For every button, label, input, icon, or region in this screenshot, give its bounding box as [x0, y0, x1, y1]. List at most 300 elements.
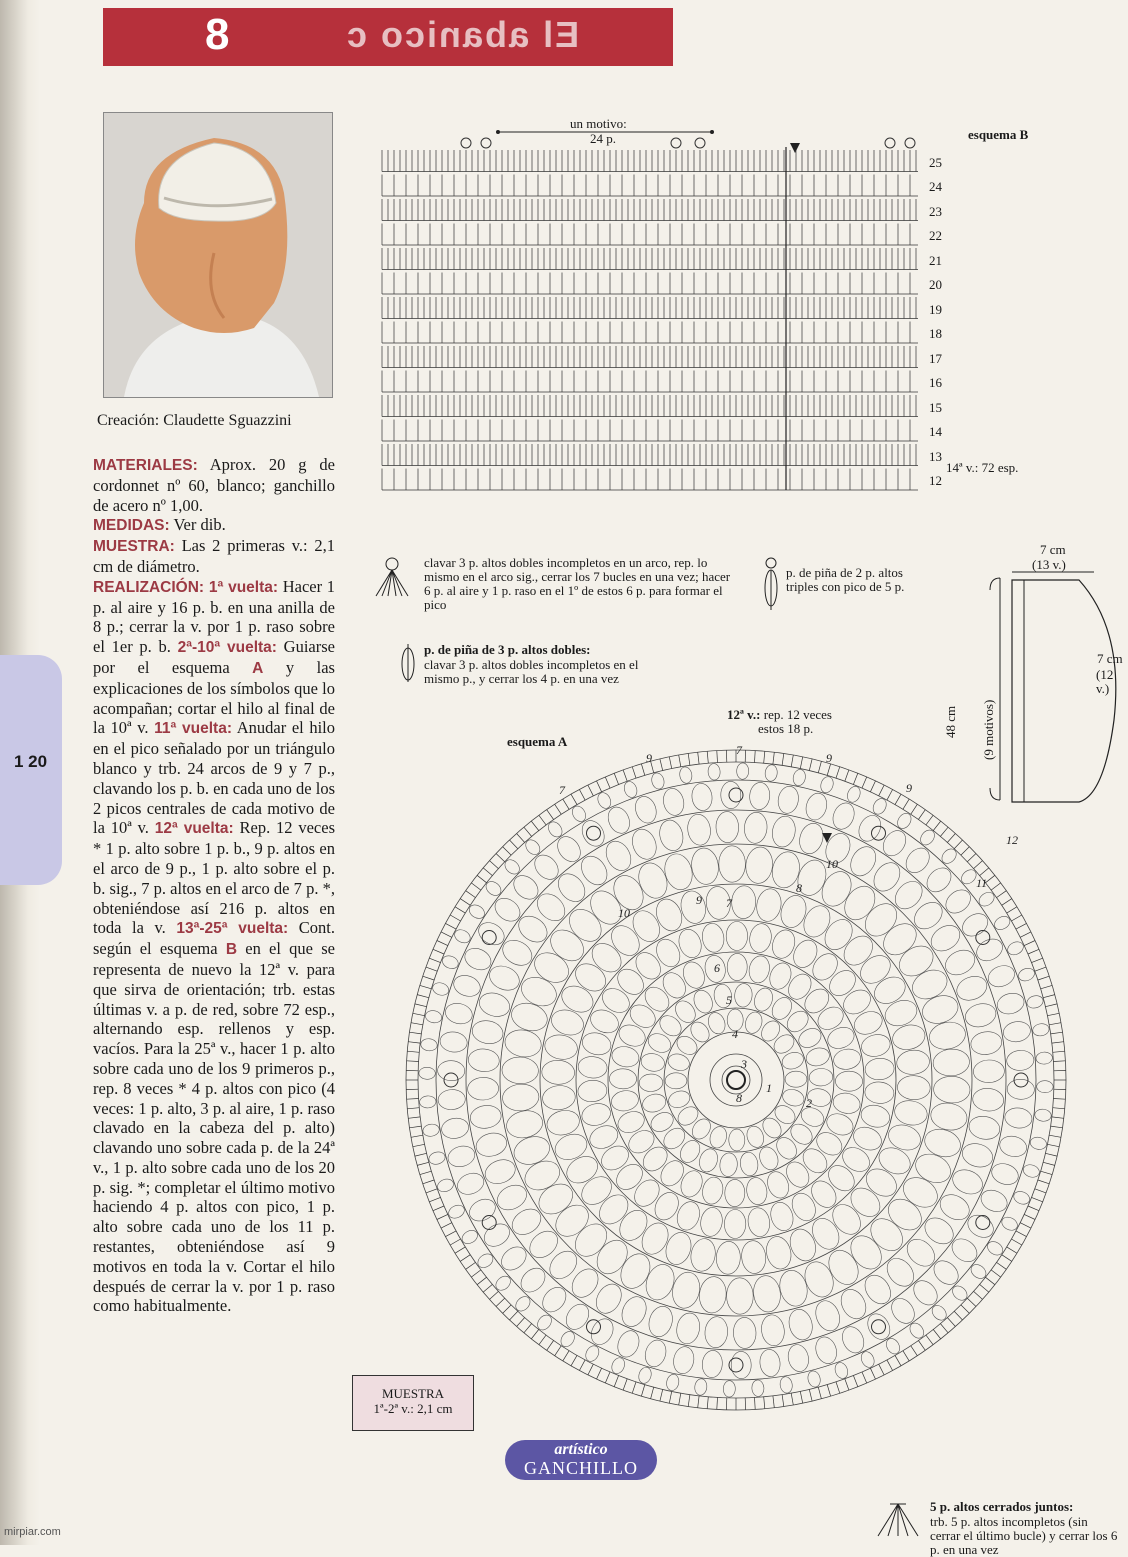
chain-arc	[779, 1376, 794, 1394]
chain-arc	[959, 1140, 995, 1171]
chain-arc	[469, 1103, 503, 1130]
chain-arc	[661, 851, 696, 893]
chain-arc	[764, 1169, 793, 1202]
chain-arc	[744, 846, 774, 885]
outer-stitch	[980, 1284, 989, 1292]
outer-stitch	[707, 751, 708, 763]
outer-stitch	[887, 1360, 893, 1371]
outer-stitch	[1032, 958, 1043, 962]
outer-stitch	[836, 1382, 840, 1393]
chain-arc	[491, 894, 525, 926]
chain-arc	[764, 764, 778, 782]
chain-arc	[950, 1283, 970, 1303]
chain-arc	[740, 1240, 767, 1275]
chain-arc	[941, 885, 975, 918]
outer-stitch	[688, 754, 690, 766]
outer-stitch	[555, 1346, 562, 1356]
outer-stitch	[926, 815, 933, 825]
chain-arc	[933, 1075, 971, 1103]
chain-arc	[972, 1087, 1005, 1112]
chain-arc	[898, 1172, 943, 1214]
chain-arc	[803, 791, 830, 823]
chain-arc	[744, 1176, 769, 1206]
outer-stitch	[997, 891, 1007, 898]
watermark: mirpiar.com	[4, 1526, 61, 1538]
outer-stitch	[818, 761, 821, 773]
outer-stitch	[895, 1355, 901, 1365]
chain-arc	[758, 1348, 781, 1377]
chart-round-label: 8	[796, 881, 802, 895]
outer-stitch	[764, 751, 765, 763]
chain-arc	[918, 827, 938, 847]
chain-arc	[985, 962, 1018, 991]
chain-arc	[541, 1084, 576, 1111]
chain-arc	[896, 1049, 931, 1076]
chain-arc	[625, 1126, 659, 1158]
chain-arc	[749, 782, 771, 811]
chain-arc	[656, 818, 686, 854]
outer-stitch	[1038, 1180, 1049, 1184]
chain-arc	[777, 892, 810, 931]
chain-arc	[475, 1251, 495, 1270]
instructions-text	[93, 455, 335, 1316]
chain-arc	[437, 1089, 465, 1111]
chain-arc	[628, 906, 665, 946]
outer-stitch	[918, 1341, 925, 1351]
outer-stitch	[651, 1387, 654, 1399]
chain-arc	[751, 1380, 764, 1397]
chain-arc	[698, 1206, 724, 1238]
outer-stitch	[496, 1298, 505, 1306]
motif-label: un motivo:	[570, 117, 627, 131]
row12-text: rep. 12 veces	[764, 707, 832, 722]
outer-stitch	[460, 1255, 470, 1262]
chain-arc	[614, 1205, 653, 1246]
outer-stitch	[707, 1397, 708, 1409]
chain-arc	[650, 1188, 683, 1224]
chain-arc	[958, 909, 992, 941]
chain-arc	[812, 1334, 840, 1366]
chain-arc	[594, 1189, 634, 1229]
chain-arc	[922, 863, 955, 896]
chain-arc	[969, 1030, 1003, 1057]
chain-arc	[548, 1006, 587, 1039]
chain-arc	[700, 922, 726, 954]
chain-arc	[763, 1234, 794, 1272]
round-ring	[436, 780, 1036, 1380]
outer-stitch	[967, 854, 976, 862]
chain-arc	[887, 1294, 919, 1328]
chain-arc	[688, 1237, 718, 1274]
outer-stitch	[415, 1004, 427, 1007]
rounds-13-25-text-2: en el que se representa de nuevo la 12ª v. para que sirva de orientación; trb. estas últimas v. a p. de red, sobre 72 esp., alternando esp. rellenos y esp. vacíos. Para la 25ª v., hacer 1 p. alto sobre cada uno de los 9 primeros p., rep. 8 veces * 4 p. altos con pico (4 veces: 1 p. alto, 3 p. al aire, 1 p. raso clavado en la cabeza del p. alto) clavando uno sobre cada p. de la 24ª v., 1 p. alto sobre cada uno de los 20 p. sig. *; completar el último motivo haciendo 4 p. altos con pico, 1 p. alto sobre cada uno de los 11 p. restantes, obteniéndose así 9 motivos en toda la v. Cortar el hilo después de cerrar la v. por 1 p. raso como habitualmente.	[93, 939, 335, 1315]
chain-arc	[963, 1000, 999, 1030]
outer-stitch	[632, 1382, 636, 1393]
chain-arc	[864, 1212, 908, 1257]
chain-arc	[443, 1001, 474, 1027]
chain-arc	[674, 1103, 701, 1129]
outer-stitch	[1016, 1231, 1027, 1237]
muestra-box-title: MUESTRA	[353, 1386, 473, 1401]
outer-stitch	[870, 1368, 875, 1379]
chart-round-label: 7	[726, 896, 733, 910]
chain-arc	[976, 890, 996, 909]
chain-arc	[885, 1121, 924, 1154]
chain-arc	[831, 1091, 862, 1116]
outer-stitch	[782, 754, 784, 766]
outer-stitch	[997, 1262, 1007, 1269]
chain-arc	[690, 782, 713, 811]
outer-stitch	[466, 1262, 476, 1269]
outer-stitch	[483, 868, 492, 876]
chain-arc	[1006, 1049, 1034, 1071]
outer-stitch	[588, 785, 593, 796]
row12-label: 12ª v.:	[727, 707, 761, 722]
outer-stitch	[1043, 1162, 1055, 1165]
chain-arc	[721, 781, 741, 809]
chain-arc	[437, 1060, 465, 1081]
outer-stitch	[911, 804, 918, 814]
header-title-mirrored: El abanico c	[345, 14, 579, 56]
outer-stitch	[862, 777, 867, 788]
chain-arc	[929, 1303, 949, 1323]
page-number: 1 20	[14, 752, 47, 772]
outer-stitch	[1052, 1117, 1064, 1118]
outer-stitch	[1045, 1153, 1057, 1156]
outer-stitch	[961, 1305, 969, 1313]
chain-arc	[576, 1171, 617, 1210]
five-dc-legend-text: trb. 5 p. altos incompletos (sin cerrar el último bucle) y cerrar los 6 p. en una vez	[930, 1515, 1120, 1557]
chain-arc	[927, 1019, 968, 1052]
chain-arc	[823, 1245, 864, 1290]
chain-arc	[626, 1000, 660, 1032]
chain-arc	[809, 1068, 833, 1086]
outer-stitch	[423, 976, 434, 980]
outer-stitch	[1054, 1061, 1066, 1062]
chain-arc	[622, 780, 639, 800]
chain-arc	[708, 763, 721, 780]
outer-stitch	[911, 1346, 918, 1356]
chain-arc	[698, 1275, 728, 1314]
chain-arc	[580, 1030, 613, 1058]
chain-arc	[731, 1351, 751, 1379]
chain-arc	[501, 1056, 539, 1084]
outer-stitch	[974, 1291, 983, 1299]
hat-top-rows: (13 v.)	[1032, 558, 1066, 572]
chain-arc	[719, 1152, 738, 1177]
chain-arc	[591, 1234, 634, 1279]
hat-circumference: 48 cm	[944, 706, 958, 738]
outer-stitch	[441, 932, 452, 937]
chain-arc	[845, 1230, 888, 1275]
row-label: 21	[929, 254, 942, 268]
outer-stitch	[1035, 1189, 1046, 1193]
outer-stitch	[410, 1032, 422, 1034]
outer-stitch	[660, 759, 663, 771]
picot-motif	[872, 1320, 886, 1334]
outer-stitch	[623, 770, 627, 781]
pina2-symbol-icon	[760, 556, 782, 612]
chain-arc	[770, 814, 798, 849]
chain-arc	[546, 819, 565, 839]
outer-stitch	[698, 752, 699, 764]
picot-motif	[482, 931, 496, 945]
chain-arc	[948, 1234, 982, 1266]
chain-arc	[734, 983, 753, 1008]
chain-arc	[769, 927, 799, 961]
outer-stitch	[1002, 899, 1012, 906]
chain-arc	[859, 1102, 892, 1130]
chain-arc	[804, 1045, 831, 1068]
chain-arc	[998, 1134, 1029, 1160]
grid-picots	[461, 138, 915, 148]
outer-stitch	[490, 861, 499, 869]
chain-arc	[577, 1055, 608, 1079]
chain-arc	[424, 1009, 443, 1024]
chain-arc	[541, 1060, 575, 1085]
outer-stitch	[980, 868, 989, 876]
outer-stitch	[471, 883, 481, 890]
chain-arc	[454, 1170, 487, 1199]
chain-arc	[674, 1199, 704, 1233]
chain-arc	[639, 1051, 666, 1073]
chain-arc	[686, 813, 713, 847]
chain-arc	[509, 871, 543, 904]
chain-arc	[798, 1144, 831, 1177]
outer-stitch	[413, 1144, 425, 1146]
chain-arc	[838, 930, 878, 970]
outer-stitch	[1053, 1108, 1065, 1109]
chain-arc	[503, 1027, 543, 1059]
chain-arc	[776, 785, 801, 815]
chain-arc	[879, 826, 911, 860]
outer-stitch	[571, 1355, 577, 1365]
outer-stitch	[954, 1311, 962, 1320]
chain-arc	[700, 1175, 725, 1206]
outer-stitch	[845, 770, 849, 781]
chain-arc	[562, 1300, 594, 1334]
outer-stitch	[579, 1360, 585, 1371]
chain-arc	[743, 811, 768, 844]
outer-stitch	[539, 815, 546, 825]
outer-stitch	[887, 790, 893, 801]
chain-arc	[612, 1159, 648, 1194]
logo-bottom-text: GANCHILLO	[505, 1458, 657, 1478]
muestra-label: MUESTRA:	[93, 538, 175, 555]
chain-arc	[538, 1283, 571, 1317]
chain-arc	[639, 1074, 663, 1092]
outer-stitch	[1020, 1223, 1031, 1228]
chain-arc	[989, 1160, 1021, 1188]
outer-stitch	[446, 1231, 457, 1237]
chain-arc	[640, 982, 673, 1015]
center-ring	[727, 1071, 745, 1089]
chain-arc	[687, 1018, 713, 1045]
outer-stitch	[517, 834, 525, 843]
chain-arc	[632, 794, 660, 826]
chain-arc	[731, 885, 756, 919]
chain-arc	[909, 1276, 942, 1310]
outer-stitch	[420, 1171, 432, 1174]
chain-arc	[838, 880, 881, 925]
outer-stitch	[632, 767, 636, 778]
chain-arc	[771, 1102, 798, 1128]
chain-arc	[446, 1143, 478, 1170]
outer-stitch	[1047, 1013, 1059, 1015]
chart-round-label: 3	[740, 1057, 747, 1071]
outer-stitch	[437, 1214, 448, 1219]
chart-round-label: 8	[736, 1091, 742, 1105]
pina3-legend-text: clavar 3 p. altos dobles incompletos en el mismo p., y cerrar los 4 p. en una vez	[424, 658, 664, 686]
chain-arc	[751, 1274, 783, 1314]
hat-motifs-count: (9 motivos)	[982, 700, 996, 760]
magazine-logo	[505, 1440, 657, 1480]
chain-arc	[921, 1125, 964, 1161]
chain-arc	[598, 984, 634, 1018]
esquema-a-circular-chart	[396, 740, 1076, 1420]
outer-stitch	[1053, 1051, 1065, 1052]
chain-arc	[439, 1030, 469, 1053]
chain-arc	[1026, 994, 1045, 1010]
chain-arc	[530, 850, 563, 884]
chart-round-label: 4	[732, 1027, 738, 1041]
chain-arc	[786, 1343, 811, 1374]
outer-stitch	[605, 1372, 610, 1383]
outer-stitch	[460, 899, 470, 906]
chain-arc	[812, 1128, 846, 1160]
outer-stitch	[954, 840, 962, 849]
picot	[481, 138, 491, 148]
chain-arc	[694, 1378, 708, 1396]
outer-stitch	[417, 995, 429, 998]
outer-stitch	[1016, 923, 1027, 929]
outer-stitch	[426, 967, 437, 971]
chain-arc	[932, 1048, 970, 1077]
row-label: 22	[929, 229, 942, 243]
outer-stitch	[862, 1372, 867, 1383]
outer-stitch	[933, 821, 941, 831]
motif-bracket-start	[496, 130, 500, 134]
hat-top-width: 7 cm	[1040, 543, 1066, 557]
chain-arc	[662, 1229, 695, 1268]
outer-stitch	[510, 1311, 518, 1320]
chain-arc	[504, 1108, 545, 1141]
chain-arc	[563, 903, 607, 948]
outer-stitch	[947, 1318, 955, 1327]
round-ring	[466, 810, 1006, 1350]
outer-stitch	[423, 1180, 434, 1184]
outer-stitch	[571, 794, 577, 804]
esquema-b-grid	[370, 125, 930, 525]
round-12-label: 12ª vuelta:	[155, 820, 234, 837]
outer-stitch	[547, 810, 554, 820]
rounds-2-10-text-2: y las explicaciones de los símbolos que lo acompañan; cortar el hilo al final de la 10ª v.	[93, 658, 335, 737]
chain-arc	[420, 1038, 438, 1052]
chart-round-label: 2	[806, 1096, 812, 1110]
chain-arc	[893, 1098, 930, 1128]
hat-side-height: 7 cm	[1097, 652, 1123, 666]
outer-stitch	[410, 1126, 422, 1128]
materiales-text: Aprox. 20 g de cordonnet nº 60, blanco; ganchillo de acero nº 1,00.	[93, 455, 335, 515]
chain-arc	[701, 1350, 723, 1379]
chain-arc	[751, 986, 775, 1014]
chain-arc	[1002, 1020, 1032, 1044]
outer-stitch	[985, 1277, 995, 1285]
esquema-b-title: esquema B	[968, 128, 1028, 142]
medidas-text: Ver dib.	[170, 515, 226, 534]
chain-arc	[919, 991, 962, 1028]
chain-arc	[890, 1022, 928, 1053]
chain-arc	[863, 1310, 894, 1344]
chain-arc	[726, 921, 748, 950]
outer-stitch	[407, 1061, 419, 1062]
chart-round-label: 1	[766, 1081, 772, 1095]
round-ring	[540, 884, 932, 1276]
chain-arc	[973, 1059, 1005, 1083]
chain-arc	[890, 876, 928, 914]
outer-stitch	[800, 1391, 802, 1403]
outer-stitch	[818, 1387, 821, 1399]
outer-stitch	[433, 1206, 444, 1211]
pina3-symbol-icon	[398, 640, 418, 684]
chain-arc	[907, 1320, 926, 1340]
row-label: 25	[929, 156, 942, 170]
chain-arc	[1037, 1081, 1054, 1093]
outer-stitch	[1047, 1144, 1059, 1146]
chain-arc	[476, 989, 512, 1020]
chain-arc	[516, 1263, 549, 1296]
chain-arc	[419, 1095, 436, 1108]
outer-stitch	[555, 804, 562, 814]
outer-stitch	[967, 1298, 976, 1306]
chain-arc	[678, 888, 709, 926]
outer-stitch	[773, 1396, 774, 1408]
grid-lines	[382, 147, 918, 490]
outer-stitch	[1049, 1023, 1061, 1025]
chain-arc	[610, 1044, 641, 1069]
chain-arc	[689, 1115, 715, 1142]
outer-stitch	[1035, 967, 1046, 971]
chain-arc	[806, 1370, 822, 1389]
outer-stitch	[429, 958, 440, 962]
chain-arc	[467, 1048, 500, 1073]
cluster-legend-text: clavar 3 p. altos dobles incompletos en un arco, rep. lo mismo en el arco sig., cerrar los 7 bucles en una vez; hacer 6 p. al aire y 1 p. raso en el 1º de estos 6 p. para formar el pico	[424, 556, 734, 612]
start-marker-triangle	[790, 143, 800, 153]
outer-stitch	[791, 1393, 793, 1405]
chain-arc	[650, 772, 666, 791]
row-label: 23	[929, 205, 942, 219]
outer-stitch	[827, 1385, 830, 1397]
chain-arc	[696, 1146, 720, 1174]
chain-arc	[869, 858, 906, 896]
rounds-2-10-label: 2ª-10ª vuelta:	[178, 639, 277, 656]
outer-stitch	[411, 1023, 423, 1025]
chain-arc	[628, 826, 660, 863]
outer-stitch	[477, 875, 487, 883]
chart-round-label: 9	[696, 893, 702, 907]
chain-arc	[939, 846, 959, 866]
outer-stitch	[524, 827, 532, 836]
chain-arc	[747, 954, 772, 985]
chain-arc	[807, 1214, 844, 1254]
row-label: 14	[929, 425, 942, 439]
outer-stitch	[809, 759, 812, 771]
chain-arc	[739, 1151, 760, 1177]
chain-arc	[870, 972, 910, 1009]
chain-arc	[544, 1246, 582, 1284]
outer-stitch	[879, 1364, 884, 1375]
outer-stitch	[407, 1108, 419, 1109]
